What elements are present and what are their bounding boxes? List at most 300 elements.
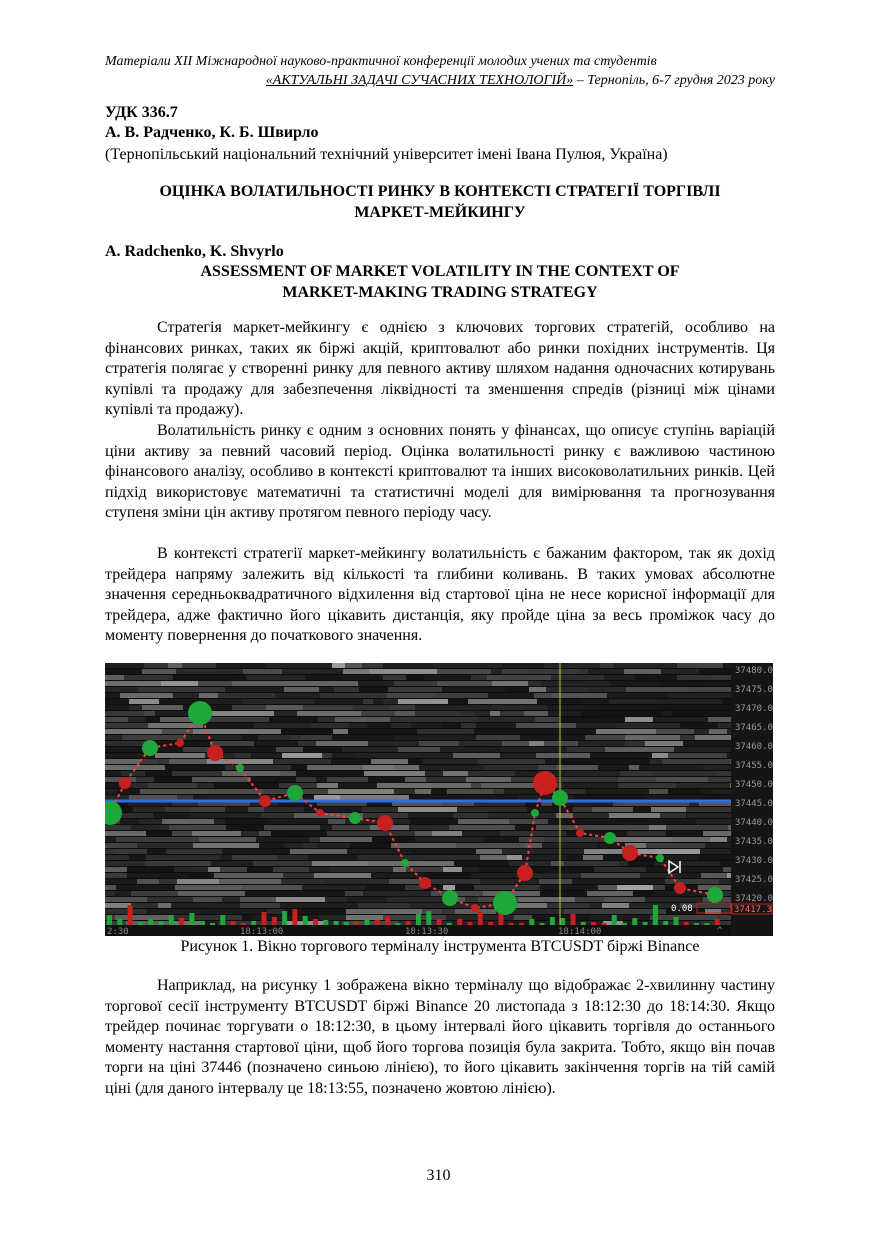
volume-bar bbox=[478, 912, 483, 925]
heatmap-cell bbox=[346, 915, 383, 920]
heatmap-cell bbox=[538, 765, 556, 770]
volume-bar bbox=[622, 923, 627, 925]
price-tick-label: 37480.0 bbox=[735, 666, 773, 676]
heatmap-cell bbox=[500, 831, 566, 836]
heatmap-cell bbox=[289, 681, 358, 686]
heatmap-cell bbox=[651, 807, 686, 812]
volume-bar bbox=[612, 915, 617, 925]
udk-code: УДК 336.7 bbox=[105, 104, 178, 121]
heatmap-cell bbox=[468, 699, 537, 704]
heatmap-cell bbox=[430, 879, 480, 884]
heatmap-cell bbox=[363, 699, 373, 704]
heatmap-cell bbox=[453, 813, 489, 818]
heatmap-cell bbox=[105, 765, 130, 770]
paragraph-4: Наприклад, на рисунку 1 зображена вікно терміналу що відображає 2-хвилинну частину торгової сесії інструменту BTCUSDT біржі Binance 20 листопада з 18:12:30 до 18:14:30. Якщо трейдер починає торгувати о 18:12:30, в цьому інтервалі його цікавить торгівля до останнього моменту настання стартової ціни, щоб його торгова позиція була закрита. Тобто, якщо він почав торги на ціні 37446 (позначено синьою лінією), то його цікавить закінчення торгів на тій самій ціні (для даного інтервалу це 18:13:55, позначено жовтою лінією). bbox=[105, 977, 775, 1097]
heatmap-cell bbox=[655, 705, 682, 710]
heatmap-cell bbox=[317, 783, 338, 788]
heatmap-cell bbox=[672, 711, 741, 716]
heatmap-cell bbox=[417, 729, 474, 734]
volume-bar bbox=[694, 923, 699, 925]
trade-bubble bbox=[176, 739, 184, 747]
heatmap-cell bbox=[153, 813, 188, 818]
heatmap-cell bbox=[105, 705, 129, 710]
heatmap-cell bbox=[328, 789, 394, 794]
heatmap-cell bbox=[629, 879, 665, 884]
price-tick-label: 37455.0 bbox=[735, 761, 773, 771]
volume-bar bbox=[375, 920, 380, 925]
heatmap-cell bbox=[419, 741, 459, 746]
heatmap-cell bbox=[247, 867, 273, 872]
heatmap-cell bbox=[488, 807, 527, 812]
heatmap-cell bbox=[203, 723, 254, 728]
heatmap-cell bbox=[175, 885, 242, 890]
heatmap-cell bbox=[284, 843, 303, 848]
heatmap-cell bbox=[280, 903, 291, 908]
heatmap-cell bbox=[449, 825, 515, 830]
heatmap-cell bbox=[199, 693, 218, 698]
heatmap-cell bbox=[425, 861, 454, 866]
heatmap-cell bbox=[524, 669, 578, 674]
heatmap-cell bbox=[271, 831, 327, 836]
heatmap-cell bbox=[242, 915, 253, 920]
heatmap-cell bbox=[456, 843, 525, 848]
heatmap-cell bbox=[198, 681, 232, 686]
heatmap-cell bbox=[358, 855, 427, 860]
heatmap-cell bbox=[105, 783, 119, 788]
heatmap-cell bbox=[652, 753, 668, 758]
heatmap-cell bbox=[105, 747, 173, 752]
heatmap-cell bbox=[539, 879, 572, 884]
heatmap-cell bbox=[409, 795, 460, 800]
conference-name: «АКТУАЛЬНІ ЗАДАЧІ СУЧАСНИХ ТЕХНОЛОГІЙ» bbox=[265, 73, 574, 88]
heatmap-cell bbox=[161, 681, 198, 686]
heatmap-cell bbox=[127, 867, 174, 872]
heatmap-cell bbox=[365, 885, 405, 890]
heatmap-cell bbox=[625, 717, 653, 722]
heatmap-cell bbox=[328, 819, 345, 824]
heatmap-cell bbox=[117, 855, 129, 860]
heatmap-cell bbox=[682, 705, 735, 710]
heatmap-cell bbox=[411, 723, 441, 728]
heatmap-cell bbox=[585, 735, 625, 740]
heatmap-cell bbox=[207, 711, 274, 716]
heatmap-cell bbox=[173, 693, 199, 698]
heatmap-cell bbox=[254, 723, 311, 728]
heatmap-cell bbox=[225, 819, 270, 824]
heatmap-cell bbox=[620, 771, 653, 776]
heatmap-cell bbox=[350, 843, 391, 848]
heatmap-cell bbox=[394, 681, 437, 686]
heatmap-cell bbox=[314, 873, 371, 878]
heatmap-cell bbox=[297, 711, 361, 716]
heatmap-cell bbox=[369, 669, 437, 674]
heatmap-cell bbox=[232, 855, 278, 860]
heatmap-cell bbox=[225, 765, 291, 770]
heatmap-cell bbox=[127, 873, 187, 878]
affiliation: (Тернопільський національний технічний університет імені Івана Пулюя, Україна) bbox=[105, 146, 668, 163]
heatmap-cell bbox=[646, 867, 666, 872]
trade-bubble bbox=[576, 829, 584, 837]
heatmap-cell bbox=[248, 729, 281, 734]
heatmap-cell bbox=[562, 783, 618, 788]
heatmap-cell bbox=[686, 813, 731, 818]
heatmap-cell bbox=[511, 753, 536, 758]
heatmap-cell bbox=[105, 681, 122, 686]
heatmap-cell bbox=[454, 861, 509, 866]
heatmap-cell bbox=[662, 759, 730, 764]
heatmap-cell bbox=[335, 717, 390, 722]
heatmap-cell bbox=[466, 777, 511, 782]
heatmap-cell bbox=[642, 795, 702, 800]
heatmap-cell bbox=[358, 903, 410, 908]
heatmap-cell bbox=[452, 705, 491, 710]
heatmap-cell bbox=[172, 861, 211, 866]
heatmap-cell bbox=[547, 903, 590, 908]
heatmap-cell bbox=[284, 687, 319, 692]
price-tick-label: 37425.0 bbox=[735, 875, 773, 885]
heatmap-cell bbox=[393, 867, 406, 872]
heatmap-cell bbox=[274, 711, 297, 716]
heatmap-cell bbox=[443, 867, 462, 872]
heatmap-cell bbox=[311, 723, 349, 728]
heatmap-cell bbox=[121, 771, 145, 776]
heatmap-cell bbox=[105, 867, 127, 872]
heatmap-cell bbox=[105, 693, 120, 698]
heatmap-cell bbox=[694, 729, 709, 734]
heatmap-cell bbox=[320, 837, 372, 842]
heatmap-cell bbox=[610, 681, 660, 686]
heatmap-cell bbox=[159, 825, 169, 830]
heatmap-cell bbox=[155, 753, 205, 758]
heatmap-cell bbox=[616, 723, 680, 728]
trade-bubble bbox=[419, 877, 431, 889]
heatmap-cell bbox=[129, 855, 146, 860]
heatmap-cell bbox=[458, 717, 478, 722]
heatmap-cell bbox=[411, 849, 476, 854]
heatmap-cell bbox=[598, 885, 617, 890]
heatmap-cell bbox=[144, 711, 155, 716]
heatmap-cell bbox=[680, 735, 695, 740]
volume-bar bbox=[684, 922, 689, 925]
trade-bubble bbox=[119, 777, 131, 789]
heatmap-cell bbox=[453, 753, 500, 758]
heatmap-cell bbox=[474, 729, 539, 734]
heatmap-cell bbox=[105, 825, 131, 830]
heatmap-cell bbox=[227, 915, 242, 920]
heatmap-cell bbox=[462, 735, 476, 740]
heatmap-cell bbox=[500, 753, 511, 758]
heatmap-cell bbox=[649, 789, 668, 794]
heatmap-cell bbox=[348, 729, 417, 734]
heatmap-cell bbox=[145, 771, 172, 776]
heatmap-cell bbox=[225, 687, 284, 692]
heatmap-cell bbox=[105, 675, 124, 680]
heatmap-cell bbox=[345, 663, 362, 668]
heatmap-cell bbox=[363, 891, 431, 896]
trade-bubble bbox=[622, 845, 638, 861]
trade-bubble bbox=[531, 809, 539, 817]
volume-bar bbox=[571, 914, 576, 925]
heatmap-cell bbox=[587, 825, 649, 830]
heatmap-cell bbox=[222, 897, 240, 902]
conference-place-date: – Тернопіль, 6-7 грудня 2023 року bbox=[573, 73, 775, 88]
heatmap-cell bbox=[518, 897, 575, 902]
volume-bar bbox=[169, 915, 174, 925]
heatmap-cell bbox=[440, 747, 464, 752]
heatmap-cell bbox=[287, 891, 345, 896]
volume-bar bbox=[674, 917, 679, 925]
heatmap-cell bbox=[298, 741, 316, 746]
heatmap-cell bbox=[502, 849, 535, 854]
heatmap-cell bbox=[199, 837, 256, 842]
trading-terminal-figure bbox=[105, 663, 773, 936]
heatmap-cell bbox=[542, 843, 597, 848]
price-tick-label: 37450.0 bbox=[735, 780, 773, 790]
heatmap-cell bbox=[567, 747, 605, 752]
heatmap-cell bbox=[105, 903, 131, 908]
heatmap-cell bbox=[478, 717, 535, 722]
heatmap-cell bbox=[174, 867, 191, 872]
volume-bar bbox=[303, 916, 308, 925]
heatmap-cell bbox=[331, 759, 371, 764]
heatmap-cell bbox=[139, 819, 162, 824]
price-tick-label: 37430.0 bbox=[735, 856, 773, 866]
heatmap-cell bbox=[599, 711, 661, 716]
heatmap-cell bbox=[323, 879, 389, 884]
heatmap-cell bbox=[539, 729, 596, 734]
volume-bar bbox=[231, 921, 236, 925]
heatmap-cell bbox=[105, 873, 127, 878]
heatmap-cell bbox=[319, 687, 334, 692]
authors-ua: А. В. Радченко, К. Б. Швирло bbox=[105, 124, 319, 141]
heatmap-cell bbox=[316, 741, 368, 746]
volume-bar bbox=[426, 911, 431, 925]
heatmap-cell bbox=[506, 687, 529, 692]
figure-caption: Рисунок 1. Вікно торгового терміналу інструмента BTCUSDT біржі Binance bbox=[180, 938, 700, 955]
heatmap-cell bbox=[680, 723, 718, 728]
volume-bar bbox=[540, 923, 545, 925]
heatmap-cell bbox=[291, 735, 301, 740]
heatmap-cell bbox=[455, 885, 474, 890]
heatmap-cell bbox=[258, 735, 291, 740]
heatmap-cell bbox=[649, 675, 677, 680]
heatmap-cell bbox=[203, 717, 269, 722]
heatmap-cell bbox=[673, 837, 710, 842]
heatmap-cell bbox=[105, 699, 129, 704]
heatmap-cell bbox=[418, 867, 443, 872]
trade-bubble bbox=[349, 812, 361, 824]
heatmap-cell bbox=[241, 735, 258, 740]
volume-bar bbox=[643, 922, 648, 925]
heatmap-cell bbox=[186, 735, 241, 740]
heatmap-cell bbox=[105, 891, 115, 896]
heatmap-cell bbox=[168, 663, 182, 668]
heatmap-cell bbox=[432, 831, 462, 836]
heatmap-cell bbox=[373, 699, 383, 704]
terminal-heatmap bbox=[105, 663, 773, 936]
heatmap-cell bbox=[434, 693, 488, 698]
heatmap-cell bbox=[344, 675, 383, 680]
heatmap-cell bbox=[540, 891, 587, 896]
heatmap-cell bbox=[625, 741, 645, 746]
heatmap-cell bbox=[105, 735, 122, 740]
chevron-up-icon[interactable]: ^ bbox=[717, 926, 723, 936]
heatmap-cell bbox=[391, 843, 456, 848]
heatmap-cell bbox=[457, 807, 488, 812]
volume-bar bbox=[437, 919, 442, 925]
trade-bubble bbox=[471, 904, 479, 912]
heatmap-cell bbox=[464, 747, 489, 752]
heatmap-cell bbox=[415, 789, 431, 794]
heatmap-cell bbox=[264, 807, 304, 812]
heatmap-cell bbox=[645, 897, 703, 902]
heatmap-cell bbox=[347, 897, 387, 902]
heatmap-cell bbox=[410, 819, 458, 824]
volume-bar bbox=[148, 919, 153, 925]
heatmap-cell bbox=[322, 753, 332, 758]
heatmap-cell bbox=[391, 723, 411, 728]
paragraph-1: Стратегія маркет-мейкингу є однією з ключових торгових стратегій, особливо на фінансових ринках, таких як біржі акцій, криптовалют або ринки похідних інструментів. Ця стратегія полягає у створенні ринку для певного активу шляхом надання одночасних котирувань купівлі та продажу для забезпечення ліквідності та зменшення спредів (різниці між цінами купівлі та продажу). bbox=[105, 319, 775, 419]
heatmap-cell bbox=[604, 675, 635, 680]
heatmap-cell bbox=[500, 711, 524, 716]
volume-bar bbox=[447, 923, 452, 925]
heatmap-cell bbox=[208, 867, 220, 872]
heatmap-cell bbox=[394, 789, 415, 794]
heatmap-cell bbox=[225, 807, 248, 812]
heatmap-cell bbox=[572, 879, 629, 884]
heatmap-cell bbox=[290, 849, 347, 854]
heatmap-cell bbox=[316, 777, 327, 782]
heatmap-cell bbox=[585, 819, 654, 824]
title-ua-line1: ОЦІНКА ВОЛАТИЛЬНОСТІ РИНКУ В КОНТЕКСТІ СТРАТЕГІЇ ТОРГІВЛІ bbox=[159, 183, 721, 200]
heatmap-cell bbox=[361, 711, 395, 716]
heatmap-cell bbox=[132, 783, 148, 788]
heatmap-cell bbox=[548, 711, 581, 716]
heatmap-cell bbox=[408, 813, 453, 818]
heatmap-cell bbox=[105, 669, 142, 674]
heatmap-cell bbox=[220, 855, 232, 860]
heatmap-cell bbox=[129, 699, 159, 704]
heatmap-cell bbox=[105, 723, 148, 728]
heatmap-cell bbox=[460, 795, 518, 800]
heatmap-cell bbox=[320, 693, 387, 698]
volume-bar bbox=[128, 905, 133, 925]
heatmap-cell bbox=[158, 759, 169, 764]
heatmap-cell bbox=[609, 813, 660, 818]
time-tick-label: 18:13:00 bbox=[240, 927, 284, 936]
heatmap-cell bbox=[105, 855, 117, 860]
heatmap-cell bbox=[241, 831, 259, 836]
heatmap-cell bbox=[487, 675, 497, 680]
heatmap-cell bbox=[116, 885, 175, 890]
volume-bar bbox=[365, 920, 370, 925]
heatmap-cell bbox=[509, 819, 548, 824]
heatmap-cell bbox=[465, 897, 478, 902]
heatmap-cell bbox=[578, 669, 588, 674]
heatmap-cell bbox=[660, 681, 701, 686]
heatmap-cell bbox=[254, 741, 298, 746]
heatmap-cell bbox=[384, 777, 405, 782]
heatmap-cell bbox=[276, 897, 325, 902]
heatmap-cell bbox=[327, 777, 368, 782]
heatmap-cell bbox=[329, 867, 393, 872]
heatmap-cell bbox=[385, 909, 422, 914]
trade-bubble bbox=[142, 740, 158, 756]
heatmap-cell bbox=[243, 669, 282, 674]
heatmap-cell bbox=[193, 843, 259, 848]
volume-bar bbox=[354, 921, 359, 925]
volume-bar bbox=[591, 922, 596, 925]
heatmap-cell bbox=[358, 681, 394, 686]
heatmap-cell bbox=[525, 843, 542, 848]
heatmap-cell bbox=[317, 843, 350, 848]
heatmap-cell bbox=[138, 687, 161, 692]
heatmap-cell bbox=[489, 747, 500, 752]
heatmap-cell bbox=[353, 705, 390, 710]
heatmap-cell bbox=[303, 747, 342, 752]
heatmap-cell bbox=[133, 807, 165, 812]
heatmap-cell bbox=[442, 909, 455, 914]
heatmap-cell bbox=[166, 849, 222, 854]
trade-bubble bbox=[552, 790, 568, 806]
trade-bubble bbox=[377, 815, 393, 831]
heatmap-cell bbox=[459, 741, 502, 746]
heatmap-cell bbox=[646, 843, 705, 848]
heatmap-cell bbox=[319, 669, 343, 674]
heatmap-cell bbox=[309, 837, 320, 842]
heatmap-cell bbox=[214, 783, 279, 788]
heatmap-cell bbox=[559, 759, 599, 764]
heatmap-cell bbox=[575, 897, 604, 902]
heatmap-cell bbox=[677, 675, 713, 680]
heatmap-cell bbox=[519, 837, 545, 842]
heatmap-cell bbox=[548, 819, 585, 824]
heatmap-cell bbox=[346, 909, 385, 914]
trade-bubble bbox=[401, 859, 409, 867]
heatmap-cell bbox=[653, 885, 665, 890]
heatmap-cell bbox=[332, 753, 356, 758]
heatmap-cell bbox=[222, 849, 270, 854]
heatmap-cell bbox=[514, 903, 547, 908]
heatmap-cell bbox=[205, 699, 242, 704]
heatmap-cell bbox=[551, 861, 564, 866]
heatmap-cell bbox=[221, 747, 276, 752]
heatmap-cell bbox=[245, 891, 287, 896]
heatmap-cell bbox=[476, 735, 520, 740]
heatmap-cell bbox=[665, 879, 719, 884]
volume-bar bbox=[282, 911, 287, 925]
heatmap-cell bbox=[566, 855, 583, 860]
volume-bar bbox=[663, 921, 668, 925]
heatmap-cell bbox=[308, 855, 358, 860]
heatmap-cell bbox=[347, 849, 411, 854]
heatmap-cell bbox=[265, 663, 289, 668]
heatmap-cell bbox=[701, 873, 727, 878]
heatmap-cell bbox=[214, 873, 283, 878]
heatmap-cell bbox=[242, 699, 270, 704]
heatmap-cell bbox=[443, 771, 468, 776]
heatmap-cell bbox=[471, 783, 481, 788]
heatmap-cell bbox=[557, 687, 587, 692]
heatmap-cell bbox=[626, 687, 689, 692]
time-tick-label: 18:14:00 bbox=[558, 927, 602, 936]
heatmap-cell bbox=[305, 675, 344, 680]
heatmap-cell bbox=[320, 825, 332, 830]
volume-bar bbox=[519, 923, 524, 925]
heatmap-cell bbox=[480, 855, 507, 860]
heatmap-cell bbox=[461, 723, 476, 728]
heatmap-cell bbox=[471, 675, 487, 680]
